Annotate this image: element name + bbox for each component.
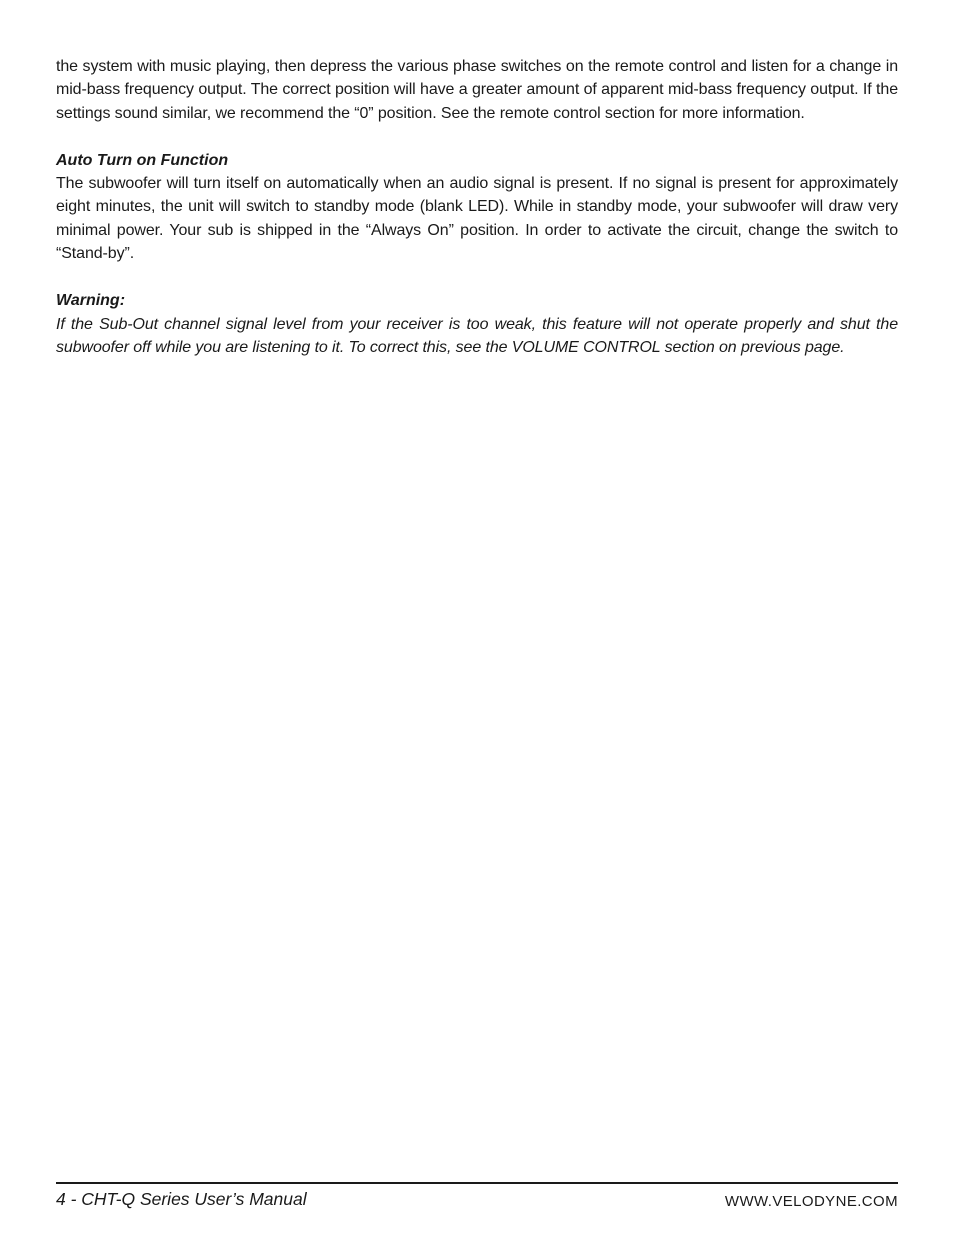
auto-turn-on-paragraph: The subwoofer will turn itself on automatically when an audio signal is present. If no signal is present for approximately eight minutes, the unit will switch to standby mode (blank LED). While in standby mode, your subwoofer will draw very minimal power. Your sub is shipped in the “Always On” position. In order to activate the circuit, change the switch to “Stand-by”. xyxy=(56,175,898,263)
warning-paragraph: If the Sub-Out channel signal level from your receiver is too weak, this feature will not operate properly and shut the subwoofer off while you are listening to it. To correct this, see the VOLUME CONTROL section on previous page. xyxy=(56,315,898,356)
intro-paragraph: the system with music playing, then depress the various phase switches on the remote control and listen for a change in mid-bass frequency output. The correct position will have a greater amount of apparent mid-bass frequency output. If the settings sound similar, we recommend the “0” position. See the remote control section for more information. xyxy=(56,58,898,122)
page-content xyxy=(56,55,898,359)
warning-heading: Warning: xyxy=(56,292,126,310)
footer-website: WWW.VELODYNE.COM xyxy=(724,1193,898,1210)
footer-divider xyxy=(56,1182,898,1184)
footer-page-label: 4 - CHT-Q Series User’s Manual xyxy=(56,1189,307,1209)
auto-turn-on-heading: Auto Turn on Function xyxy=(56,151,229,169)
